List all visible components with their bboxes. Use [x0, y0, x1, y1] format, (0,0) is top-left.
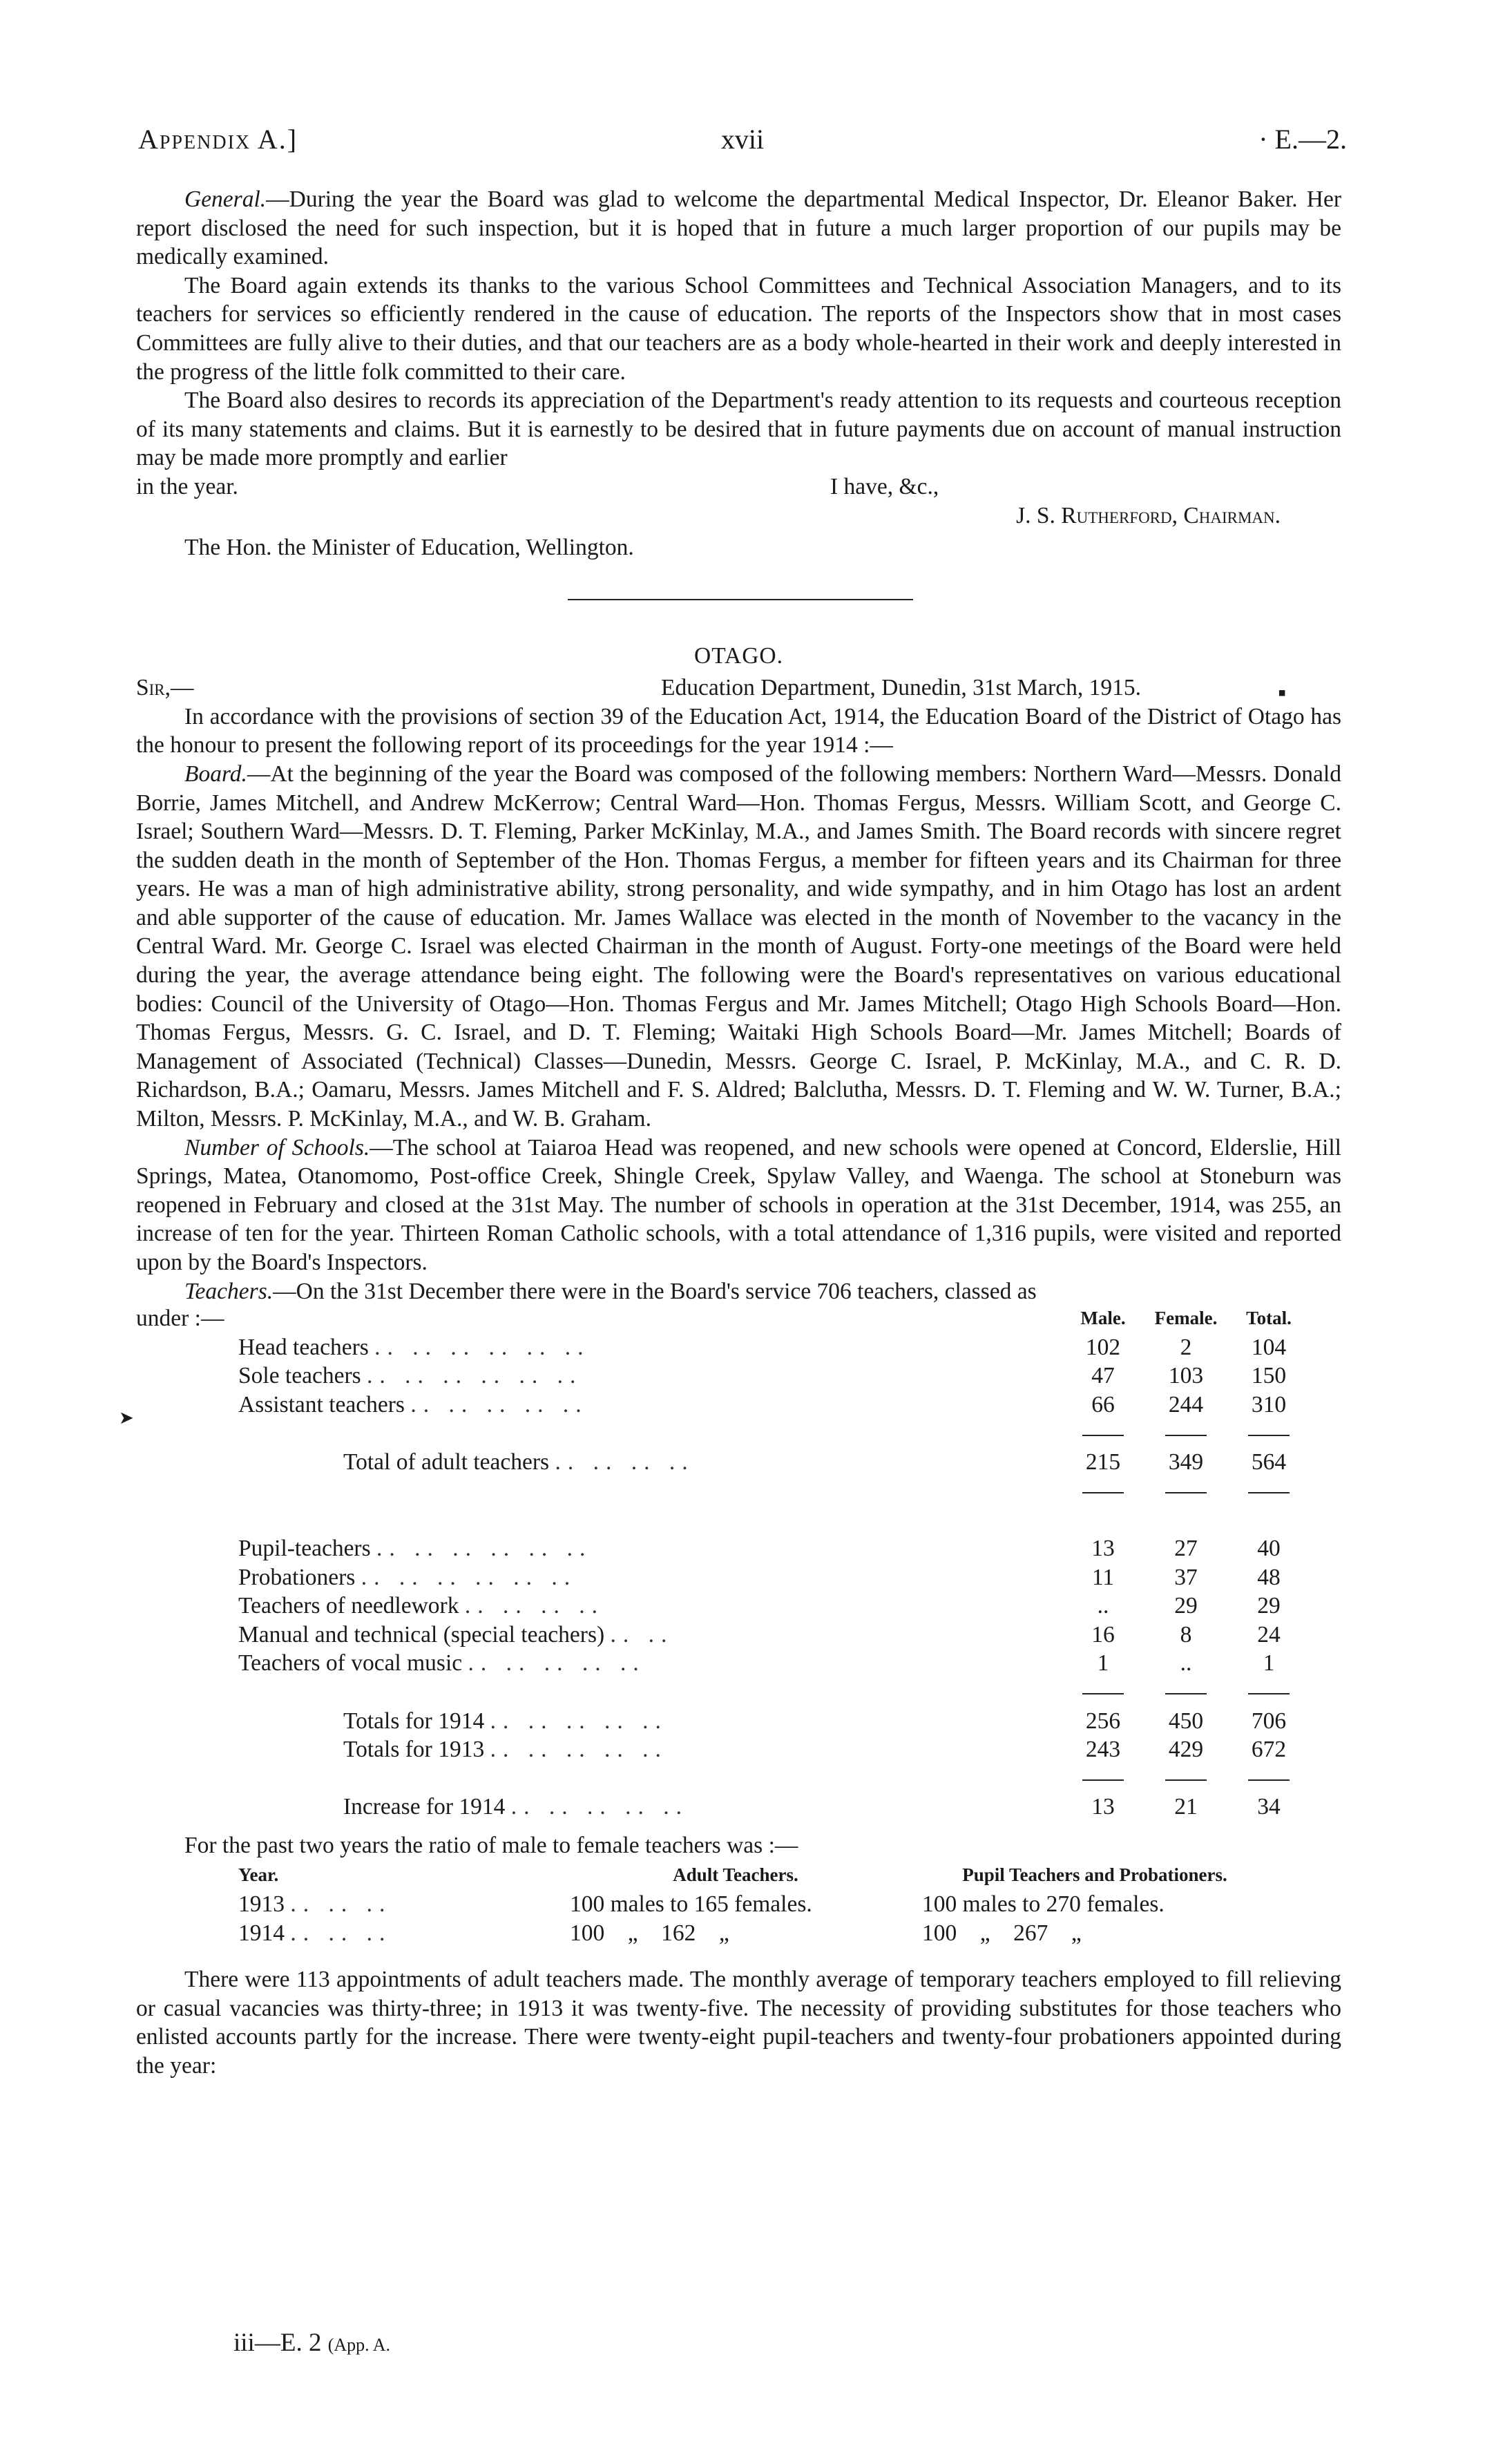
otago-intro-paragraph: In accordance with the provisions of section 39 of the Education Act, 1914, the Education Board of the District of Otago has the honour to present the following report of its proceedings for the year 1914 :— — [136, 703, 1341, 758]
cell-total: 672 — [1251, 1737, 1287, 1763]
footer-small: (App. A. — [327, 2335, 390, 2355]
cell-total: 34 — [1257, 1794, 1281, 1820]
cell-male: 16 — [1091, 1621, 1115, 1648]
minister-address: The Hon. the Minister of Education, Wellington. — [184, 534, 634, 560]
cell-male: 66 — [1091, 1391, 1115, 1417]
table-row: Manual and technical (special teachers) .. .. 16 8 24 — [136, 1621, 1310, 1650]
cell-female: 8 — [1180, 1621, 1192, 1648]
cell-male: 11 — [1091, 1564, 1115, 1590]
cell-total: 48 — [1257, 1564, 1281, 1590]
row-label: Probationers — [238, 1564, 356, 1590]
header-page-number: xvii — [720, 124, 765, 155]
general-label: General. — [184, 187, 267, 212]
cell-total: 40 — [1257, 1535, 1281, 1561]
row-label: Teachers of vocal music — [238, 1650, 463, 1677]
totals-1914-row: Totals for 1914 .. .. .. .. .. 256 450 706 — [136, 1707, 1310, 1736]
table-header-row — [136, 1304, 1310, 1333]
otago-heading: OTAGO. — [694, 643, 783, 669]
teachers-under: under :— — [136, 1306, 224, 1332]
cell-male: .. — [1097, 1593, 1109, 1619]
ratio-pupil: 100 „ 267 „ — [922, 1920, 1082, 1946]
table-row: Assistant teachers .. .. .. .. .. 66 244 310 — [136, 1391, 1310, 1420]
schools-paragraph — [136, 1134, 1341, 1277]
footer-main: iii—E. 2 — [233, 2329, 322, 2357]
ratio-table — [238, 1861, 1288, 1947]
column-header-female: Female. — [1154, 1308, 1218, 1329]
schools-text: —The school at Taiaroa Head was reopened, and new schools were opened at Concord, Elderslie, Hill Springs, Matea, Otanomomo, Post-office Creek, Shingle Creek, Spylaw Valley, and Waenga. The school at Stoneburn was reopened in February and closed at the 31st May. The number of schools in operation at the 31st December, 1914, was 255, an increase of ten for the year. Thirteen Roman Catholic schools, with a total attendance of 1,316 pupils, were visited and reported upon by the Board's Inspectors. — [136, 1134, 1341, 1275]
table-row: 1913 .. .. .. 100 males to 165 females. 100 males to 270 females. — [238, 1890, 1288, 1919]
row-label: Manual and technical (special teachers) — [238, 1621, 605, 1648]
cell-male: 13 — [1091, 1794, 1115, 1820]
rule-row — [136, 1764, 1310, 1793]
column-header-total: Total. — [1246, 1308, 1292, 1329]
header-document-code: · E.—2. — [1258, 124, 1347, 155]
cell-total: 310 — [1251, 1391, 1287, 1417]
cell-total: 150 — [1251, 1363, 1287, 1389]
schools-label: Number of Schools. — [184, 1134, 370, 1161]
teachers-table — [136, 1304, 1310, 1822]
signoff-i-have: I have, &c., — [830, 473, 939, 499]
spacer-row — [136, 1505, 1310, 1534]
section-divider — [568, 599, 913, 600]
table-row: Teachers of vocal music .. .. .. .. .. 1 .. 1 — [136, 1649, 1310, 1678]
board-paragraph — [136, 760, 1341, 1134]
cell-total: 104 — [1251, 1334, 1287, 1360]
table-row: 1914 .. .. .. 100 „ 162 „ 100 „ 267 „ — [238, 1919, 1288, 1948]
ratio-year: 1914 — [238, 1920, 285, 1946]
table-row: Sole teachers .. .. .. .. .. .. 47 103 150 — [136, 1362, 1310, 1391]
signoff-row — [136, 472, 1341, 502]
thanks-paragraph: The Board again extends its thanks to the various School Committees and Technical Association Managers, and to its teachers for services so efficiently rendered in the cause of education. The reports of the Inspectors show that in most cases Committees are fully alive to their duties, and that our teachers are as a body whole-hearted in their work and deeply interested in the progress of the little folk committed to their care. — [136, 272, 1341, 385]
ratio-intro: For the past two years the ratio of male to female teachers was :— — [184, 1832, 798, 1858]
row-label: Totals for 1914 — [343, 1708, 485, 1734]
ratio-adult: 100 males to 165 females. — [570, 1891, 812, 1918]
board-text: —At the beginning of the year the Board was composed of the following members: Northern Ward—Messrs. Donald Borrie, James Mitchell, and Andrew McKerrow; Central Ward—Hon. Thomas Fergus, Messrs. William Scott, and George C. Israel; Southern Ward—Messrs. D. T. Fleming, Parker McKinlay, M.A., and James Smith. The Board records with sincere regret the sudden death in the month of September of the Hon. Thomas Fergus, a member for fifteen years and its Chairman for three years. He was a man of high administrative ability, strong personality, and wide sympathy, and in him Otago has lost an ardent and able supporter of the cause of education. Mr. James Wallace was elected in the month of November to the vacancy in the Central Ward. Mr. George C. Israel was elected Chairman in the month of August. Forty-one meetings of the Board were held during the year, the average attendance being eight. The following were the Board's representatives on various educational bodies: Council of the University of Otago—Hon. Thomas Fergus and Mr. James Mitchell; Otago High Schools Board—Hon. Thomas Fergus, Messrs. G. C. Israel, and D. T. Fleming; Waitaki High Schools Board—Mr. James Mitchell; Boards of Management of Associated (Technical) Classes—Dunedin, Messrs. George C. Israel, P. McKinlay, M.A., and C. R. D. Richardson, B.A.; Oamaru, Messrs. James Mitchell and F. S. Aldred; Balclutha, Messrs. D. T. Fleming and W. W. Turner, B.A.; Milton, Messrs. P. McKinlay, M.A., and W. B. Graham. — [136, 761, 1341, 1132]
cell-total: 706 — [1251, 1708, 1287, 1734]
ratio-year: 1913 — [238, 1891, 285, 1918]
footer-signature — [233, 2328, 390, 2358]
rule-row — [136, 1678, 1310, 1707]
group2-rows — [136, 1534, 1310, 1678]
row-label: Totals for 1913 — [343, 1737, 485, 1763]
row-label: Increase for 1914 — [343, 1794, 506, 1820]
cell-female: 450 — [1168, 1708, 1204, 1734]
row-label: Teachers of needlework — [238, 1593, 459, 1619]
ratio-adult: 100 „ 162 „ — [570, 1920, 729, 1946]
row-label: Assistant teachers — [238, 1391, 405, 1417]
cell-female: 244 — [1168, 1391, 1204, 1417]
cell-female: 21 — [1174, 1794, 1198, 1820]
cell-male: 1 — [1097, 1650, 1109, 1677]
cell-female: 27 — [1174, 1535, 1198, 1561]
cell-male: 215 — [1085, 1449, 1121, 1475]
column-header-male: Male. — [1080, 1308, 1126, 1329]
appreciation-paragraph: The Board also desires to records its appreciation of the Department's ready attention to its requests and courteous reception of its many statements and claims. But it is earnestly to be desired that in future payments due on account of manual instruction may be made more promptly and earlier — [136, 388, 1341, 471]
row-label: Head teachers — [238, 1334, 369, 1360]
ratio-header-adult: Adult Teachers. — [673, 1864, 798, 1886]
page-body — [136, 185, 1341, 2081]
cell-total: 564 — [1251, 1449, 1287, 1475]
cell-male: 256 — [1085, 1708, 1121, 1734]
table-row: Teachers of needlework .. .. .. .. .. 29 29 — [136, 1592, 1310, 1621]
salutation: Sir,— — [136, 674, 194, 700]
dateline: Education Department, Dunedin, 31st March, 1915. — [661, 674, 1141, 700]
cell-female: 37 — [1174, 1564, 1198, 1590]
ratio-header-year: Year. — [238, 1864, 279, 1886]
teachers-text: —On the 31st December there were in the Board's service 706 teachers, classed as — [273, 1278, 1037, 1304]
rule-row — [136, 1477, 1310, 1506]
table-row: Probationers .. .. .. .. .. .. 11 37 48 — [136, 1563, 1310, 1592]
cell-total: 29 — [1257, 1593, 1281, 1619]
table-row: Pupil-teachers .. .. .. .. .. .. 13 27 40 — [136, 1534, 1310, 1563]
ratio-header-pupil: Pupil Teachers and Probationers. — [962, 1864, 1227, 1886]
cell-total: 1 — [1263, 1650, 1275, 1677]
cell-female: .. — [1180, 1650, 1192, 1677]
stray-ink-mark: ▪ — [1278, 680, 1287, 706]
ratio-header-row — [238, 1861, 1288, 1890]
board-label: Board. — [184, 761, 247, 787]
cell-total: 24 — [1257, 1621, 1281, 1648]
table-row: Head teachers .. .. .. .. .. .. 102 2 104 — [136, 1333, 1310, 1362]
chairman-signature: J. S. Rutherford, Chairman. — [1016, 502, 1281, 528]
general-text: —During the year the Board was glad to welcome the departmental Medical Inspector, Dr. Eleanor Baker. Her report disclosed the need for such inspection, but it is hoped that in future a much larger proportion of our pupils may be medically examined. — [136, 187, 1341, 270]
totals-1913-row: Totals for 1913 .. .. .. .. .. 243 429 672 — [136, 1735, 1310, 1764]
cell-female: 429 — [1168, 1737, 1204, 1763]
salutation-row — [136, 674, 1341, 703]
cell-male: 243 — [1085, 1737, 1121, 1763]
row-label: Pupil-teachers — [238, 1535, 371, 1561]
appreciation-paragraph-end: in the year. — [136, 473, 238, 499]
cell-female: 103 — [1168, 1363, 1204, 1389]
marginal-arrow-mark: ➤ — [119, 1408, 134, 1428]
cell-male: 13 — [1091, 1535, 1115, 1561]
rule-row — [136, 1420, 1310, 1449]
ratio-pupil: 100 males to 270 females. — [922, 1891, 1165, 1918]
cell-female: 2 — [1180, 1334, 1192, 1360]
cell-male: 47 — [1091, 1363, 1115, 1389]
header-appendix: Appendix A.] — [138, 124, 298, 155]
cell-female: 29 — [1174, 1593, 1198, 1619]
cell-female: 349 — [1168, 1449, 1204, 1475]
teachers-label: Teachers. — [184, 1278, 274, 1304]
teachers-paragraph — [136, 1277, 1341, 1306]
cell-male: 102 — [1085, 1334, 1121, 1360]
increase-row: Increase for 1914 .. .. .. .. .. 13 21 34 — [136, 1793, 1310, 1822]
adult-total-row: Total of adult teachers .. .. .. .. 215 349 564 — [136, 1448, 1310, 1477]
appointments-paragraph: There were 113 appointments of adult teachers made. The monthly average of temporary teachers employed to fill relieving or casual vacancies was thirty-three; in 1913 it was twenty-five. The necessity of providing substitutes for those teachers who enlisted accounts partly for the increase. There were twenty-eight pupil-teachers and twenty-four probationers appointed during the year: — [136, 1967, 1341, 2079]
running-header — [138, 123, 1347, 164]
row-label: Total of adult teachers — [343, 1449, 550, 1475]
row-label: Sole teachers — [238, 1363, 361, 1389]
general-paragraph — [136, 185, 1341, 271]
group1-rows — [136, 1333, 1310, 1420]
